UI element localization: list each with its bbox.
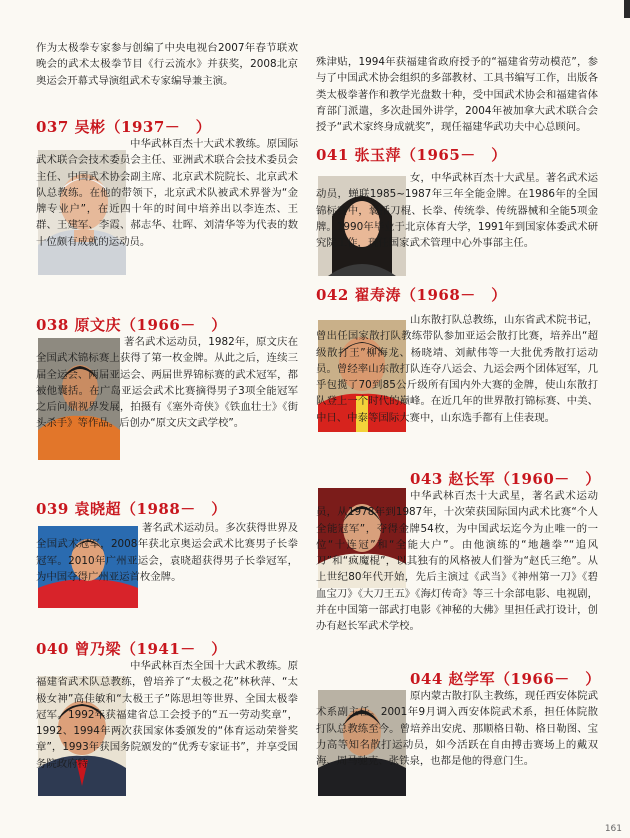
entry-037-text: 中华武林百杰十大武术教练。原国际武术联合会技术委员会主任、亚洲武术联合会技术委员会主任、中国武术协会副主席、北京武术院院长、北京武术队总教练。在他的带领下，北京武术队被武术界誉为“金牌专业户”，在近四十年的时间中培养出以李连杰、王群、王建军、李霞、郝志华、壮晖、刘清华等为代表的数十位颇有成就的运动员。 — [36, 138, 298, 248]
entry-040-heading: 040 曾乃梁（1941－ ） — [36, 640, 227, 658]
entry-040-text: 中华武林百杰全国十大武术教练。原福建省武术队总教练，曾培养了“太极之花”林秋萍、“太极女神”高佳敏和“太极王子”陈思坦等世界、全国太极拳冠军。1992年获福建省总工会授予的“五一劳动奖章”，1992、1994年两次获国家体委颁发的“体育运动荣誉奖章”，1993年获国务院颁发的“优秀专家证书”，并享受国务院政府特 — [36, 660, 298, 770]
entry-038-text: 著名武术运动员，1982年，原文庆在全国武术锦标赛上获得了第一枚金牌。从此之后，连续三届全运会、两届亚运会、两届世界锦标赛的武术冠军，都被他囊括。在广岛亚运会武术比赛摘得男子3项全能冠军之后问鼎视界发展，拍摄有《塞外奇侠》《铁血壮士》《街头杀手》等作品。后创办“原文庆文武学校”。 — [36, 336, 298, 430]
entry-044-text: 原内蒙古散打队主教练，现任西安体院武术系副主任。2001年9月调入西安体院武术系，担任体院散打队总教练至今。曾培养出安虎、那顺格日勒、格日勒图、宝力高等知名散打运动员，如今活跃在自由搏击赛场上的戴双海、周马驰克、张铁泉，也都是他的得意门生。 — [316, 690, 598, 768]
entry-043-text: 中华武林百杰十大武星，著名武术运动员，从1978年到1987年，十次荣获国际国内武术比赛“个人全能冠军”，夺得金牌54枚，为中国武坛迄今为止唯一的一位“十连冠”和“全能大户”。由他演练的“地趟拳”“追风刀”和“疯魔棍”，以其独有的风格被人们誉为“赵氏三绝”。从上世纪80年代开始，先后主演过《武当》《神州第一刀》《碧血宝刀》《大刀王五》《海灯传奇》等三十余部电影、电视剧，并在中国第一部武打电影《神秘的大佛》里担任武打设计，创办有赵长军武术学校。 — [316, 490, 598, 633]
entry-043-heading: 043 赵长军（1960－ ） — [410, 470, 601, 488]
right-intro-paragraph: 殊津贴，1994年获福建省政府授予的“福建省劳动模范”，参与了中国武术协会组织的多部教材、工具书编写工作，出版各类太极拳著作和教学光盘数十种，受中国武术协会和福建省体育部门派遣，多次赴国外讲学，2004年被加拿大武术联合会授予“武术家终身成就奖”，现任福建华武功夫中心总顾问。 — [316, 56, 598, 134]
entry-041-heading: 041 张玉萍（1965－ ） — [316, 146, 507, 164]
page-corner-mark — [624, 0, 630, 18]
entry-044-heading: 044 赵学军（1966－ ） — [410, 670, 601, 688]
entry-039-heading: 039 袁晓超（1988－ ） — [36, 500, 227, 518]
entry-038-heading: 038 原文庆（1966－ ） — [36, 316, 227, 334]
intro-paragraph: 作为太极拳专家参与创编了中央电视台2007年春节联欢晚会的武术太极拳节目《行云流水》并获奖，2008北京奥运会开幕式导演组武术专家编导兼主演。 — [36, 42, 298, 87]
entry-041-text: 女，中华武林百杰十大武星。著名武术运动员，蝉联1985~1987年三年全能金牌。在1986年的全国锦标赛中，囊括刀棍、长拳、传统拳、传统器械和全能5项金牌。1990年毕业于北京体育大学，1991年到国家体委武术研究院工作，现任国家武术管理中心外事部主任。 — [316, 172, 598, 250]
entry-042-text: 山东散打队总教练，山东省武术院书记，曾出任国家散打队教练带队参加亚运会散打比赛，培养出“超级散打王”柳海龙、杨晓靖、刘献伟等一大批优秀散打运动员。曾经率山东散打队连夺八运会、九运会两个团体冠军，几乎包揽了70到85公斤级所有国内外大赛的金牌，使山东散打队登上一个时代的巅峰。在近几年的世界散打锦标赛、中美、中日、中泰等国际大赛中，山东选手都有上佳表现。 — [316, 314, 598, 424]
entry-037-heading: 037 吴彬（1937－ ） — [36, 118, 212, 136]
page-number: 161 — [604, 824, 622, 834]
entry-039-text: 著名武术运动员。多次获得世界及全国武术冠军，2008年获北京奥运会武术比赛男子长拳冠军。2010年广州亚运会，袁晓超获得男子长拳冠军，为中国夺得广州亚运首枚金牌。 — [36, 522, 298, 583]
entry-042-heading: 042 翟寿涛（1968－ ） — [316, 286, 507, 304]
